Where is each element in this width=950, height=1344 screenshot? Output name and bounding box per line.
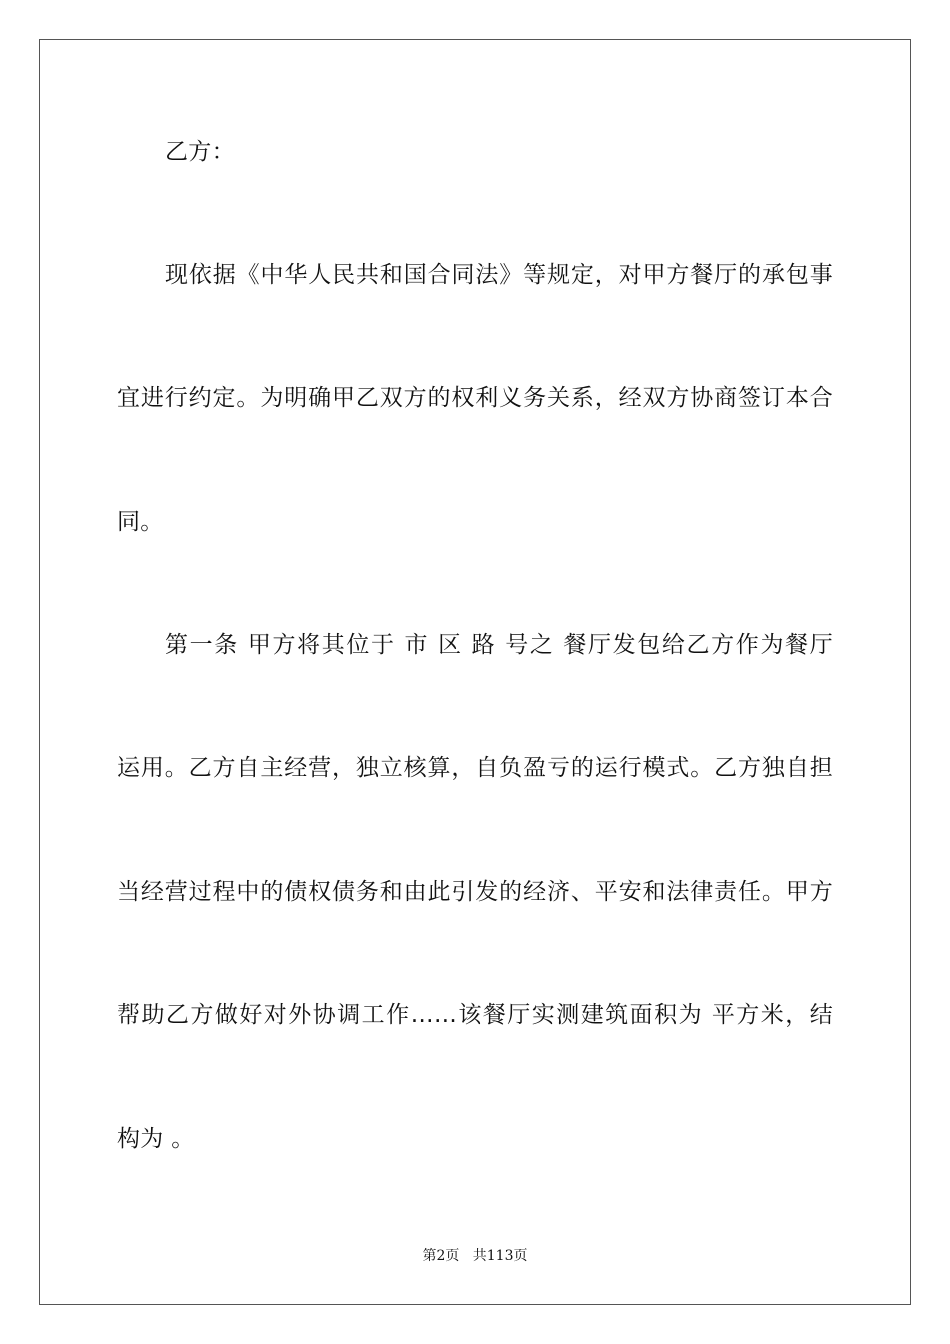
party-b-label: 乙方： [165, 139, 235, 165]
paragraph-line: 运用。乙方自主经营，独立核算，自负盈亏的运行模式。乙方独自担 [117, 755, 833, 781]
paragraph-line: 同。 [117, 509, 164, 535]
paragraph-line: 构为 。 [117, 1126, 195, 1152]
paragraph-line: 当经营过程中的债权债务和由此引发的经济、平安和法律责任。甲方 [117, 879, 833, 905]
page-border [39, 39, 911, 1305]
paragraph-line: 帮助乙方做好对外协调工作……该餐厅实测建筑面积为 平方米，结 [117, 1002, 833, 1028]
page-number-footer: 第2页 共113页 [422, 1248, 528, 1264]
paragraph-line: 现依据《中华人民共和国合同法》等规定，对甲方餐厅的承包事 [165, 262, 833, 288]
paragraph-line: 宜进行约定。为明确甲乙双方的权利义务关系，经双方协商签订本合 [117, 385, 833, 411]
paragraph-line: 第一条 甲方将其位于 市 区 路 号之 餐厅发包给乙方作为餐厅 [165, 632, 833, 658]
